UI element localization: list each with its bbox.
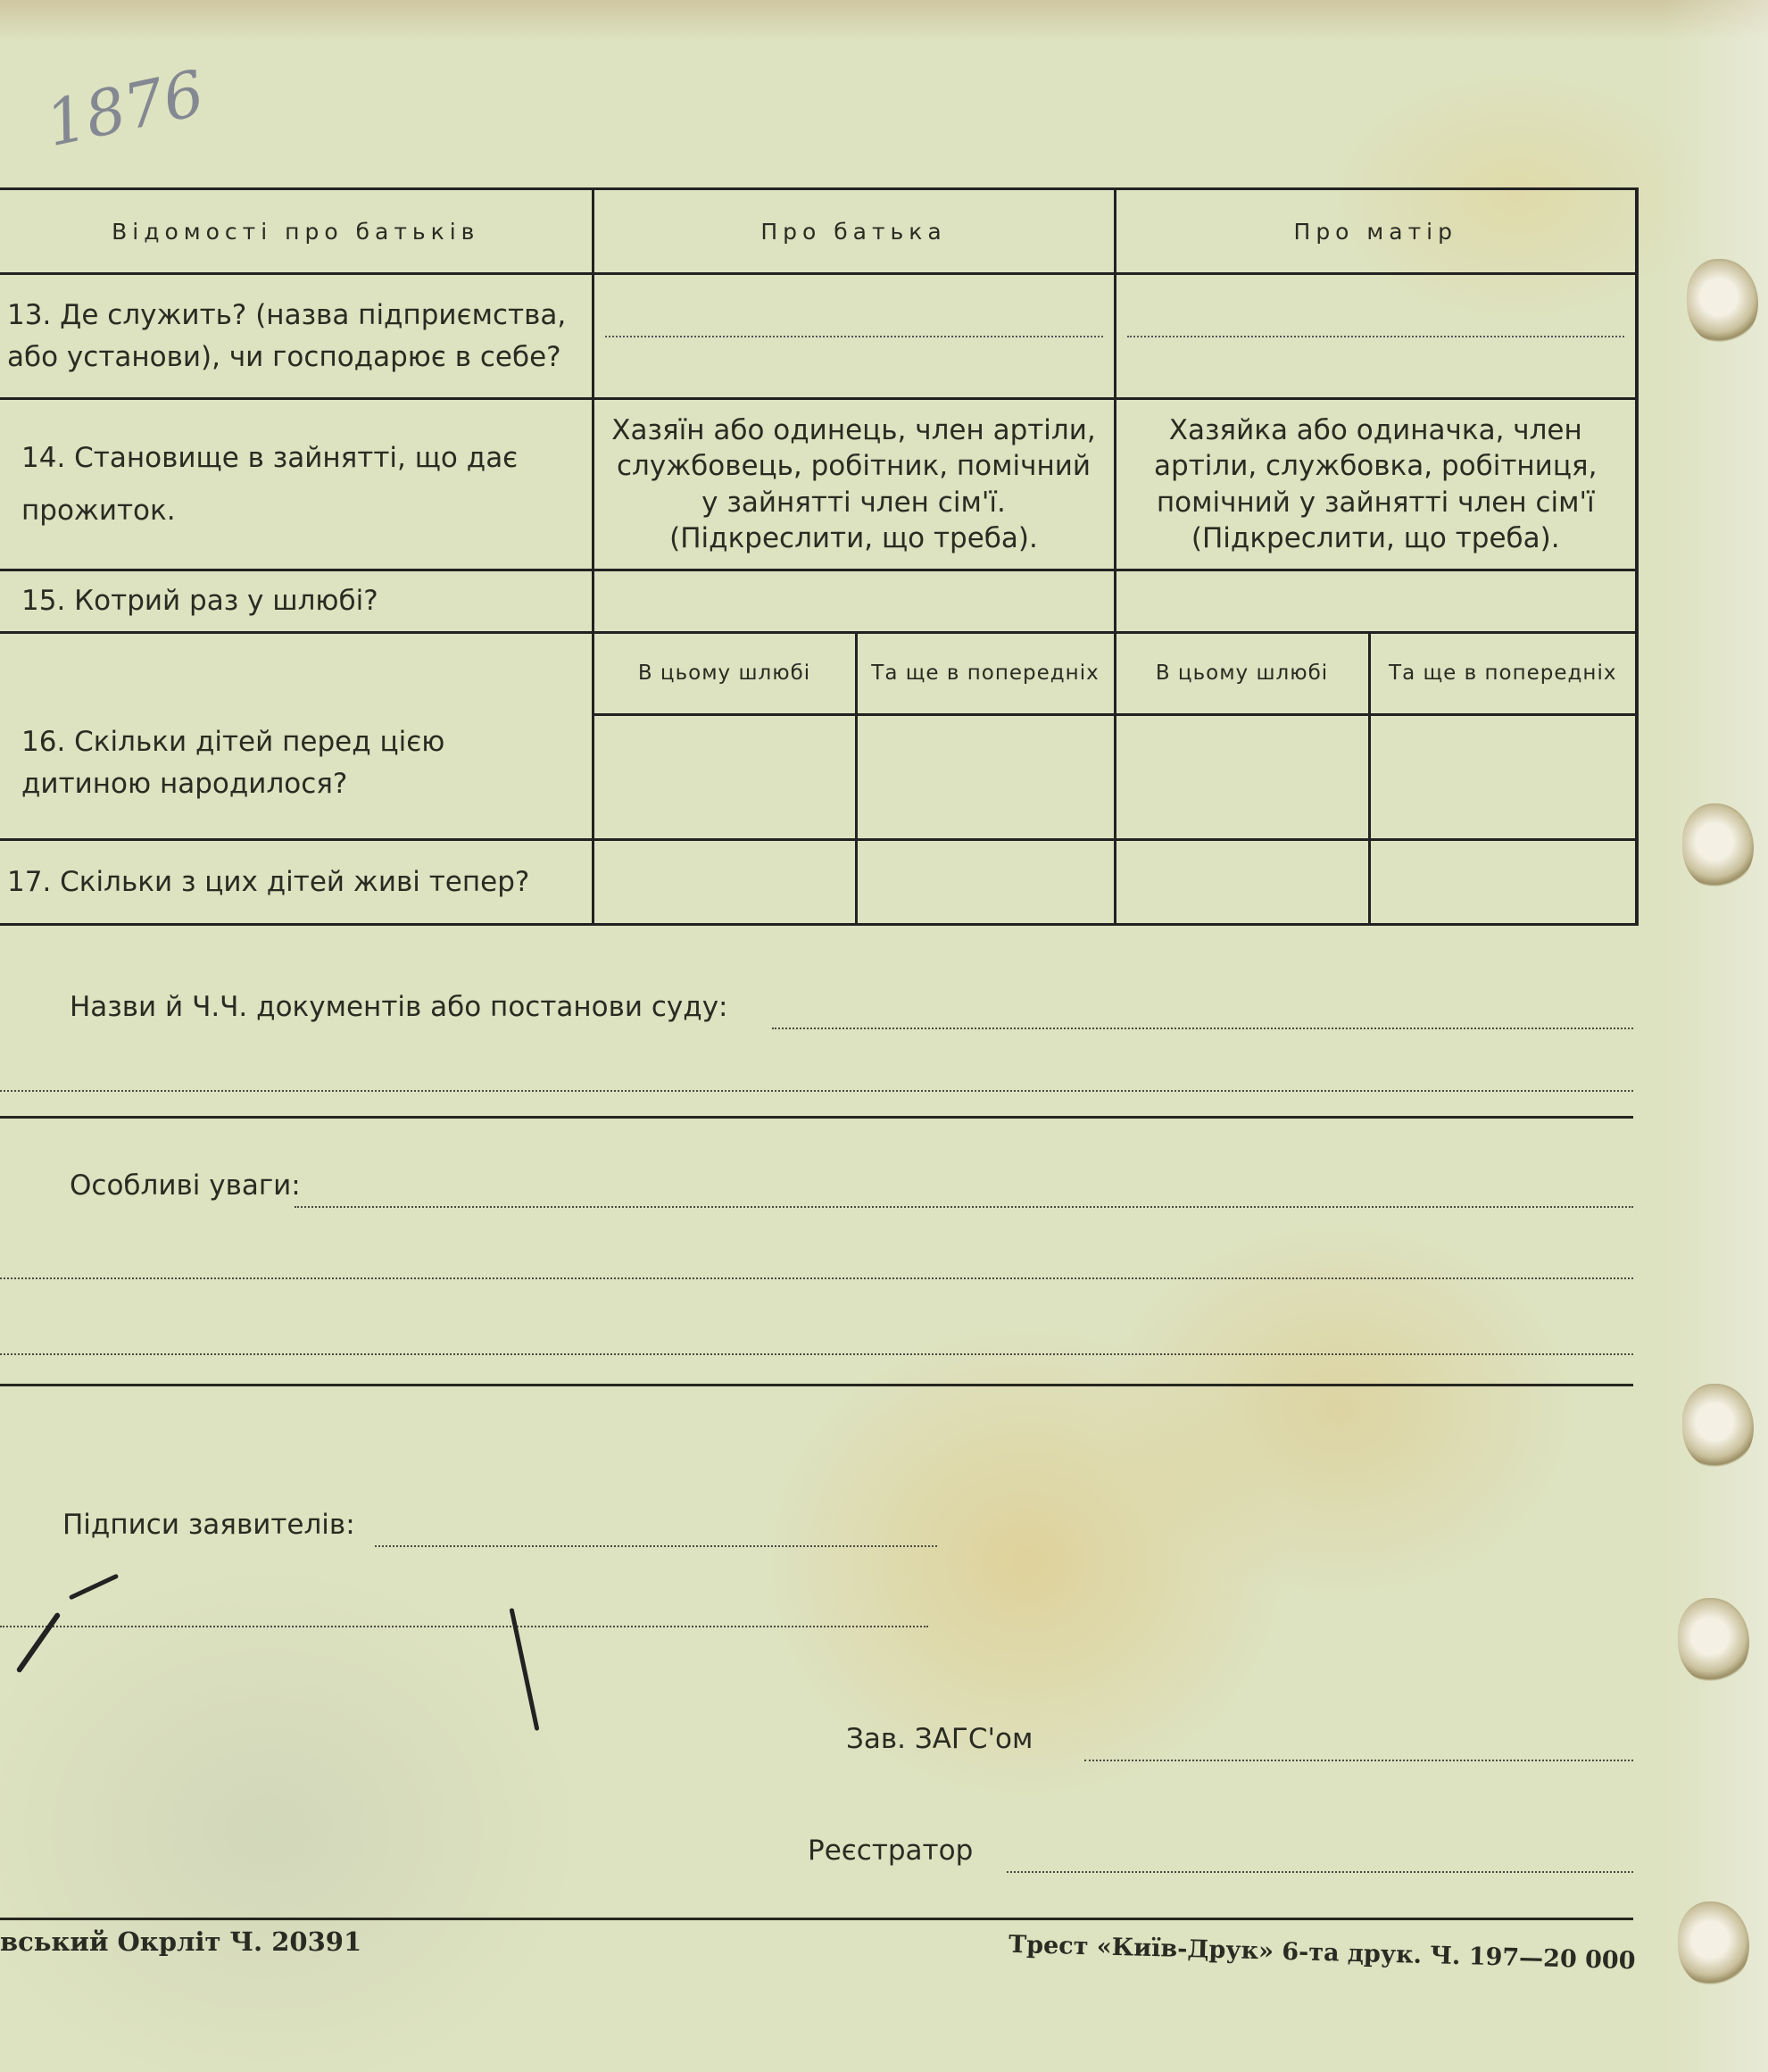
table-row-q13: [0, 274, 1637, 399]
section-divider: [0, 1116, 1633, 1119]
header-parents-info: Відомості про батьків: [0, 189, 593, 274]
q17-mother-previous-field[interactable]: [1369, 840, 1637, 925]
table-row-q16-subheader: [0, 633, 1637, 715]
documents-section: [0, 973, 1633, 1152]
notes-section: [0, 1152, 1633, 1437]
notes-input-line-2[interactable]: [0, 1277, 1633, 1279]
q14-mother-options[interactable]: Хазяйка або одиначка, член артіли, службовка, робітниця, помічний у зайнятті член сім'ї (Підкреслити, що треба).: [1115, 399, 1637, 570]
handwritten-number: 1876: [39, 56, 211, 162]
head-zags-input-line[interactable]: [1084, 1759, 1633, 1761]
table-row-q14: [0, 399, 1637, 570]
registrar-label: Реєстратор: [808, 1835, 974, 1867]
q16-mother-this-marriage-field[interactable]: [1115, 715, 1369, 840]
binding-hole: [1682, 803, 1754, 888]
parents-info-table: [0, 187, 1639, 926]
header-mother: Про матір: [1115, 189, 1637, 274]
documents-input-line-1[interactable]: [772, 1027, 1633, 1029]
q17-label: 17. Скільки з цих дітей живі тепер?: [0, 840, 593, 925]
signatures-section: [0, 1491, 1633, 1884]
binding-hole: [1682, 1384, 1754, 1469]
q14-label: 14. Становище в зайнятті, що дає прожиток.: [0, 399, 593, 570]
head-zags-label: Зав. ЗАГС'ом: [846, 1723, 1033, 1755]
q15-label: 15. Котрий раз у шлюбі?: [0, 570, 593, 633]
q15-father-field[interactable]: [593, 570, 1115, 633]
q17-mother-this-marriage-field[interactable]: [1115, 840, 1369, 925]
signatures-label: Підписи заявителів:: [62, 1509, 355, 1541]
torn-top-edge: [0, 0, 1768, 40]
q14-father-options[interactable]: Хазяїн або одинець, член артіли, службовець, робітник, помічний у зайнятті член сім'ї. (Підкреслити, що треба).: [593, 399, 1115, 570]
table-row-q15: [0, 570, 1637, 633]
q16-mother-previous-field[interactable]: [1369, 715, 1637, 840]
q16-father-previous-field[interactable]: [856, 715, 1115, 840]
binding-hole: [1678, 1901, 1749, 1986]
q16-label: 16. Скільки дітей перед цією дитиною народилося?: [0, 633, 593, 840]
q16-mother-this-marriage-header: В цьому шлюбі: [1115, 633, 1369, 715]
footer-rule: [0, 1918, 1633, 1920]
registrar-input-line[interactable]: [1007, 1870, 1633, 1873]
q16-father-this-marriage-header: В цьому шлюбі: [593, 633, 856, 715]
notes-label: Особливі уваги:: [70, 1169, 301, 1202]
signatures-input-line-1[interactable]: [375, 1544, 937, 1547]
q16-father-previous-header: Та ще в попередніх: [856, 633, 1115, 715]
q13-father-field[interactable]: [593, 274, 1115, 399]
table-row-q17: [0, 840, 1637, 925]
header-father: Про батька: [593, 189, 1115, 274]
binding-hole: [1687, 259, 1758, 344]
q13-mother-field[interactable]: [1115, 274, 1637, 399]
notes-input-line-3[interactable]: [0, 1352, 1633, 1355]
q17-father-this-marriage-field[interactable]: [593, 840, 856, 925]
section-divider: [0, 1384, 1633, 1386]
q17-father-previous-field[interactable]: [856, 840, 1115, 925]
footer-left-imprint: вський Окрліт Ч. 20391: [0, 1926, 362, 1957]
q16-father-this-marriage-field[interactable]: [593, 715, 856, 840]
binding-hole: [1678, 1598, 1749, 1683]
q16-mother-previous-header: Та ще в попередніх: [1369, 633, 1637, 715]
q15-mother-field[interactable]: [1115, 570, 1637, 633]
signatures-input-line-2[interactable]: [0, 1625, 928, 1627]
notes-input-line-1[interactable]: [295, 1205, 1633, 1208]
footer-right-imprint: Трест «Київ-Друк» 6-та друк. Ч. 197—20 000: [1008, 1930, 1636, 1976]
documents-input-line-2[interactable]: [0, 1089, 1633, 1092]
q13-label: 13. Де служить? (назва підприємства, або установи), чи господарює в себе?: [0, 274, 593, 399]
table-header-row: [0, 189, 1637, 274]
documents-label: Назви й Ч.Ч. документів або постанови суду:: [70, 991, 728, 1023]
